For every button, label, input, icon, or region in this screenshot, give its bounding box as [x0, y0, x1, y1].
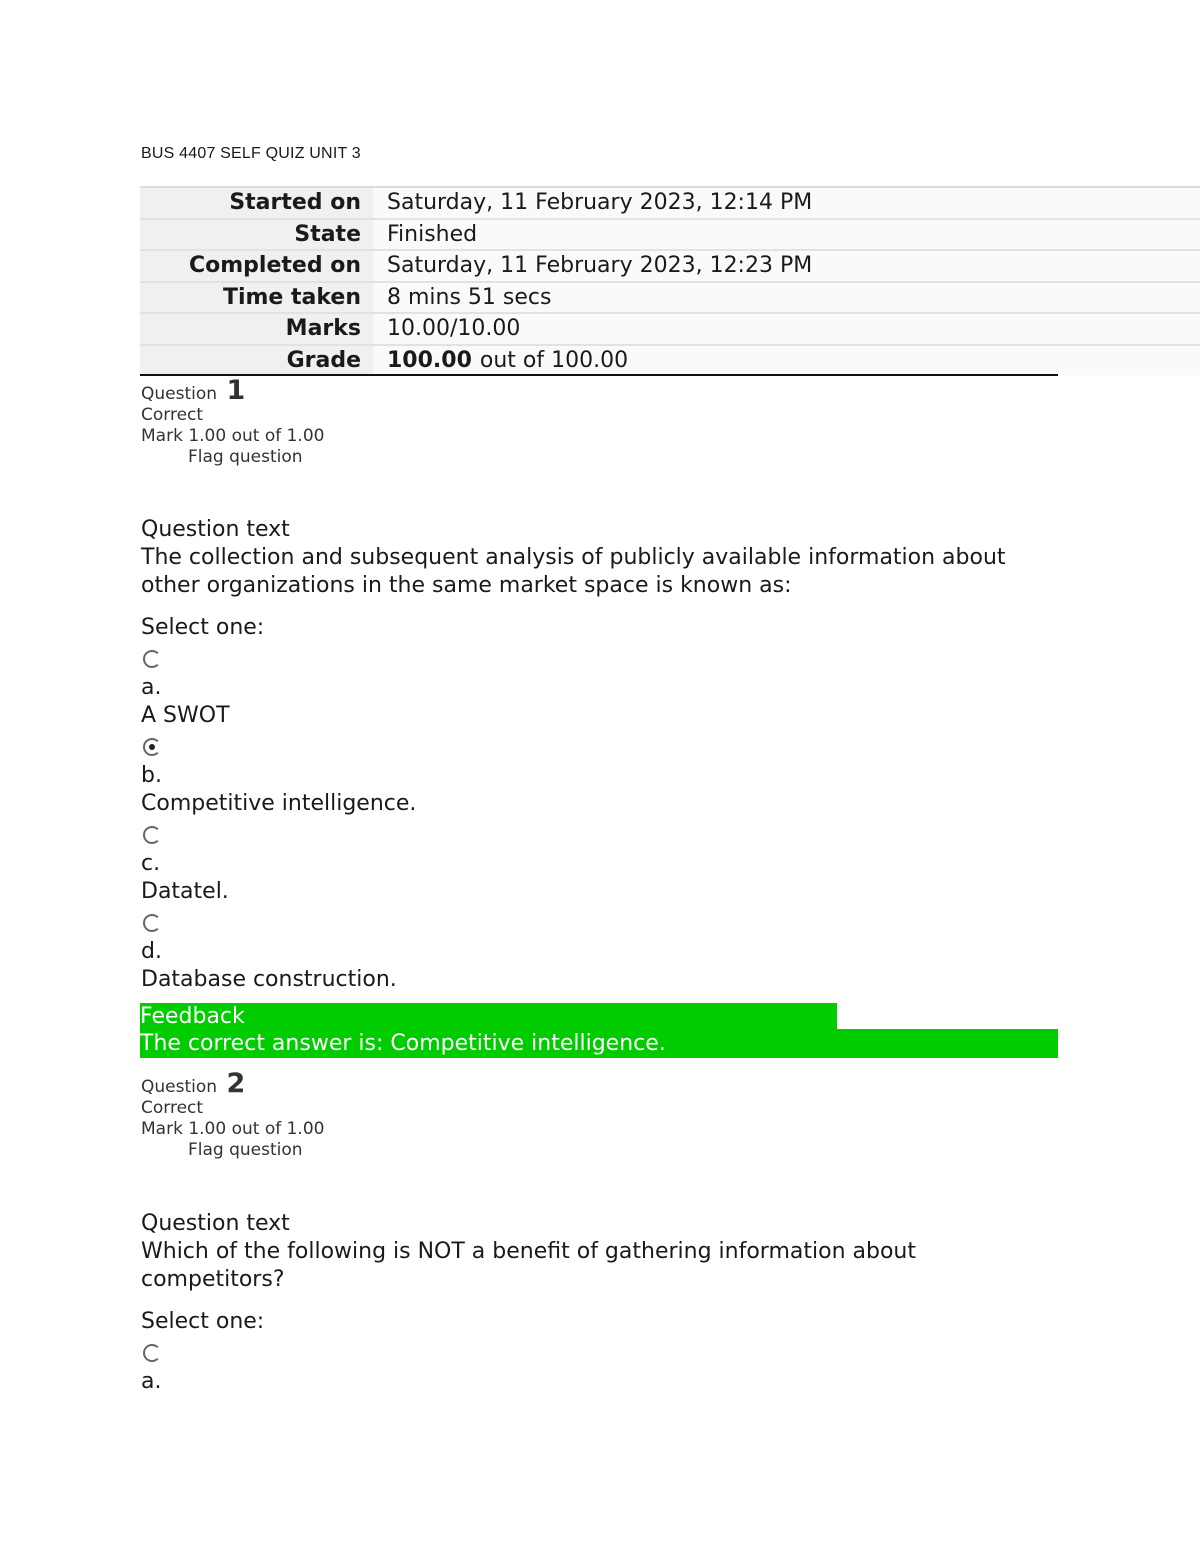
question-info: [141, 1068, 325, 1161]
option-text: Competitive intelligence.: [141, 791, 417, 816]
question-state: Correct: [141, 1098, 204, 1118]
option-text: A SWOT: [141, 703, 230, 728]
summary-row-completed: [140, 251, 1200, 283]
select-one-label: Select one:: [141, 1309, 265, 1334]
summary-label: Grade: [140, 346, 373, 376]
option-letter: a.: [141, 675, 162, 700]
summary-row-marks: [140, 314, 1200, 346]
radio-option-b[interactable]: [143, 738, 161, 756]
radio-option-c[interactable]: [143, 826, 161, 844]
grade-out-of: out of 100.00: [479, 347, 629, 373]
option-letter: c.: [141, 851, 161, 876]
summary-row-started: [140, 188, 1200, 220]
option-text: Datatel.: [141, 879, 229, 904]
option-letter: a.: [141, 1369, 162, 1394]
grade-score: 100.00: [387, 347, 472, 373]
question-content: [141, 1210, 1041, 1396]
summary-value: Finished: [373, 220, 1200, 250]
question-number: 2: [226, 1068, 246, 1099]
question-mark: Mark 1.00 out of 1.00: [141, 426, 325, 446]
summary-label: Time taken: [140, 283, 373, 313]
summary-value: 10.00/10.00: [373, 314, 1200, 344]
summary-label: Started on: [140, 188, 373, 218]
question-content: [141, 516, 1041, 994]
radio-option-a[interactable]: [143, 1344, 161, 1362]
question-info: [141, 375, 325, 468]
document-title: BUS 4407 SELF QUIZ UNIT 3: [141, 145, 361, 162]
summary-label: Marks: [140, 314, 373, 344]
attempt-summary-table: [140, 186, 1200, 375]
summary-value: Saturday, 11 February 2023, 12:14 PM: [373, 188, 1200, 218]
radio-option-d[interactable]: [143, 914, 161, 932]
question-number: 1: [226, 375, 246, 406]
feedback-heading: Feedback: [140, 1003, 837, 1031]
question-prompt: The collection and subsequent analysis of publicly available information about other organizations in the same market space is known as:: [141, 545, 1006, 598]
question-label: Question: [141, 1077, 218, 1097]
question-label: Question: [141, 384, 218, 404]
summary-value: 8 mins 51 secs: [373, 283, 1200, 313]
option-letter: b.: [141, 763, 162, 788]
summary-row-time-taken: [140, 283, 1200, 315]
flag-question-link[interactable]: Flag question: [188, 1140, 303, 1160]
question-text-label: Question text: [141, 1211, 290, 1236]
summary-label: Completed on: [140, 251, 373, 281]
question-mark: Mark 1.00 out of 1.00: [141, 1119, 325, 1139]
feedback-correct-answer: The correct answer is: Competitive intelligence.: [140, 1029, 1058, 1058]
divider: [140, 374, 1058, 376]
question-prompt: Which of the following is NOT a benefit of gathering information about competitors?: [141, 1239, 916, 1292]
summary-value: Saturday, 11 February 2023, 12:23 PM: [373, 251, 1200, 281]
radio-option-a[interactable]: [143, 650, 161, 668]
option-text: Database construction.: [141, 967, 397, 992]
summary-row-grade: [140, 346, 1200, 376]
flag-question-link[interactable]: Flag question: [188, 447, 303, 467]
summary-row-state: [140, 220, 1200, 252]
grade-value: [373, 346, 1200, 376]
select-one-label: Select one:: [141, 615, 265, 640]
summary-label: State: [140, 220, 373, 250]
question-state: Correct: [141, 405, 204, 425]
option-letter: d.: [141, 939, 162, 964]
question-text-label: Question text: [141, 517, 290, 542]
